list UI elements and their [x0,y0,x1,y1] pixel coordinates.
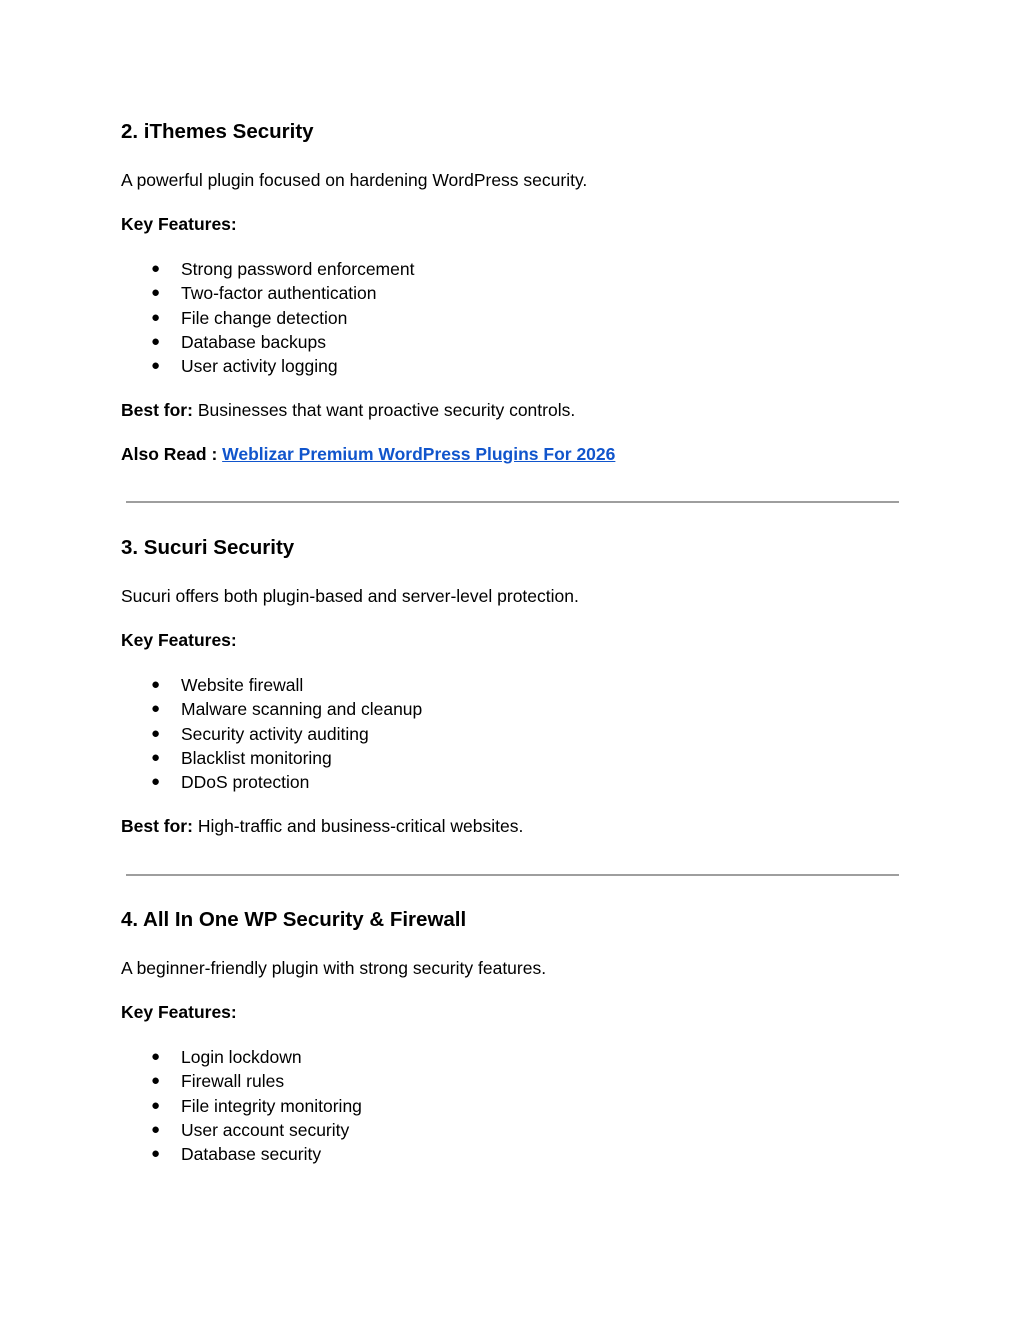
key-features-label: Key Features: [121,214,237,234]
best-for-line [121,400,575,421]
list-item: ● DDoS protection [121,770,422,794]
section-divider [126,501,899,503]
bullet-icon: ● [151,773,161,791]
bullet-icon: ● [151,357,161,375]
bullet-icon: ● [151,1048,161,1065]
list-item: ● User activity logging [121,354,414,378]
bullet-icon: ● [151,676,161,693]
bullet-icon: ● [151,748,161,766]
list-item: ● Two-factor authentication [121,281,414,305]
also-read-line [121,444,615,465]
bullet-icon: ● [151,700,161,718]
bullet-icon: ● [151,1145,161,1163]
list-item: ● Login lockdown [121,1045,362,1069]
bullet-icon: ● [151,1120,161,1138]
list-item: ● Blacklist monitoring [121,746,422,770]
section-heading-sucuri: 3. Sucuri Security [121,536,295,559]
feature-list [121,673,422,794]
best-for-label: Best for: [121,816,193,836]
list-item: ● Database backups [121,330,414,354]
list-item: ● File change detection [121,306,414,330]
bullet-icon: ● [151,1096,161,1114]
bullet-icon: ● [151,260,161,277]
section-divider [126,874,899,876]
also-read-link[interactable]: Weblizar Premium WordPress Plugins For 2026 [222,444,616,464]
list-item: ● Security activity auditing [121,722,422,746]
section-heading-ithemes: 2. iThemes Security [121,120,314,143]
feature-list [121,257,414,378]
list-item: ● Firewall rules [121,1069,362,1093]
bullet-icon: ● [151,284,161,302]
list-item: ● Malware scanning and cleanup [121,697,422,721]
section-intro: A powerful plugin focused on hardening WordPress security. [121,170,588,190]
bullet-icon: ● [151,308,161,326]
best-for-line [121,816,523,837]
list-item: ● Database security [121,1142,362,1166]
list-item: ● File integrity monitoring [121,1094,362,1118]
bullet-icon: ● [151,1072,161,1090]
feature-list [121,1045,362,1166]
also-read-label: Also Read : [121,444,223,464]
best-for-text: Businesses that want proactive security controls. [192,400,576,420]
list-item: ● Strong password enforcement [121,257,414,281]
key-features-label: Key Features: [121,1002,237,1022]
key-features-label: Key Features: [121,630,237,650]
list-item: ● User account security [121,1118,362,1142]
best-for-text: High-traffic and business-critical websites. [192,816,524,836]
best-for-label: Best for: [121,400,193,420]
section-intro: Sucuri offers both plugin-based and server-level protection. [121,586,579,606]
section-heading-aiowps: 4. All In One WP Security & Firewall [121,908,467,931]
list-item: ● Website firewall [121,673,422,697]
bullet-icon: ● [151,724,161,742]
section-intro: A beginner-friendly plugin with strong security features. [121,958,547,978]
bullet-icon: ● [151,332,161,350]
